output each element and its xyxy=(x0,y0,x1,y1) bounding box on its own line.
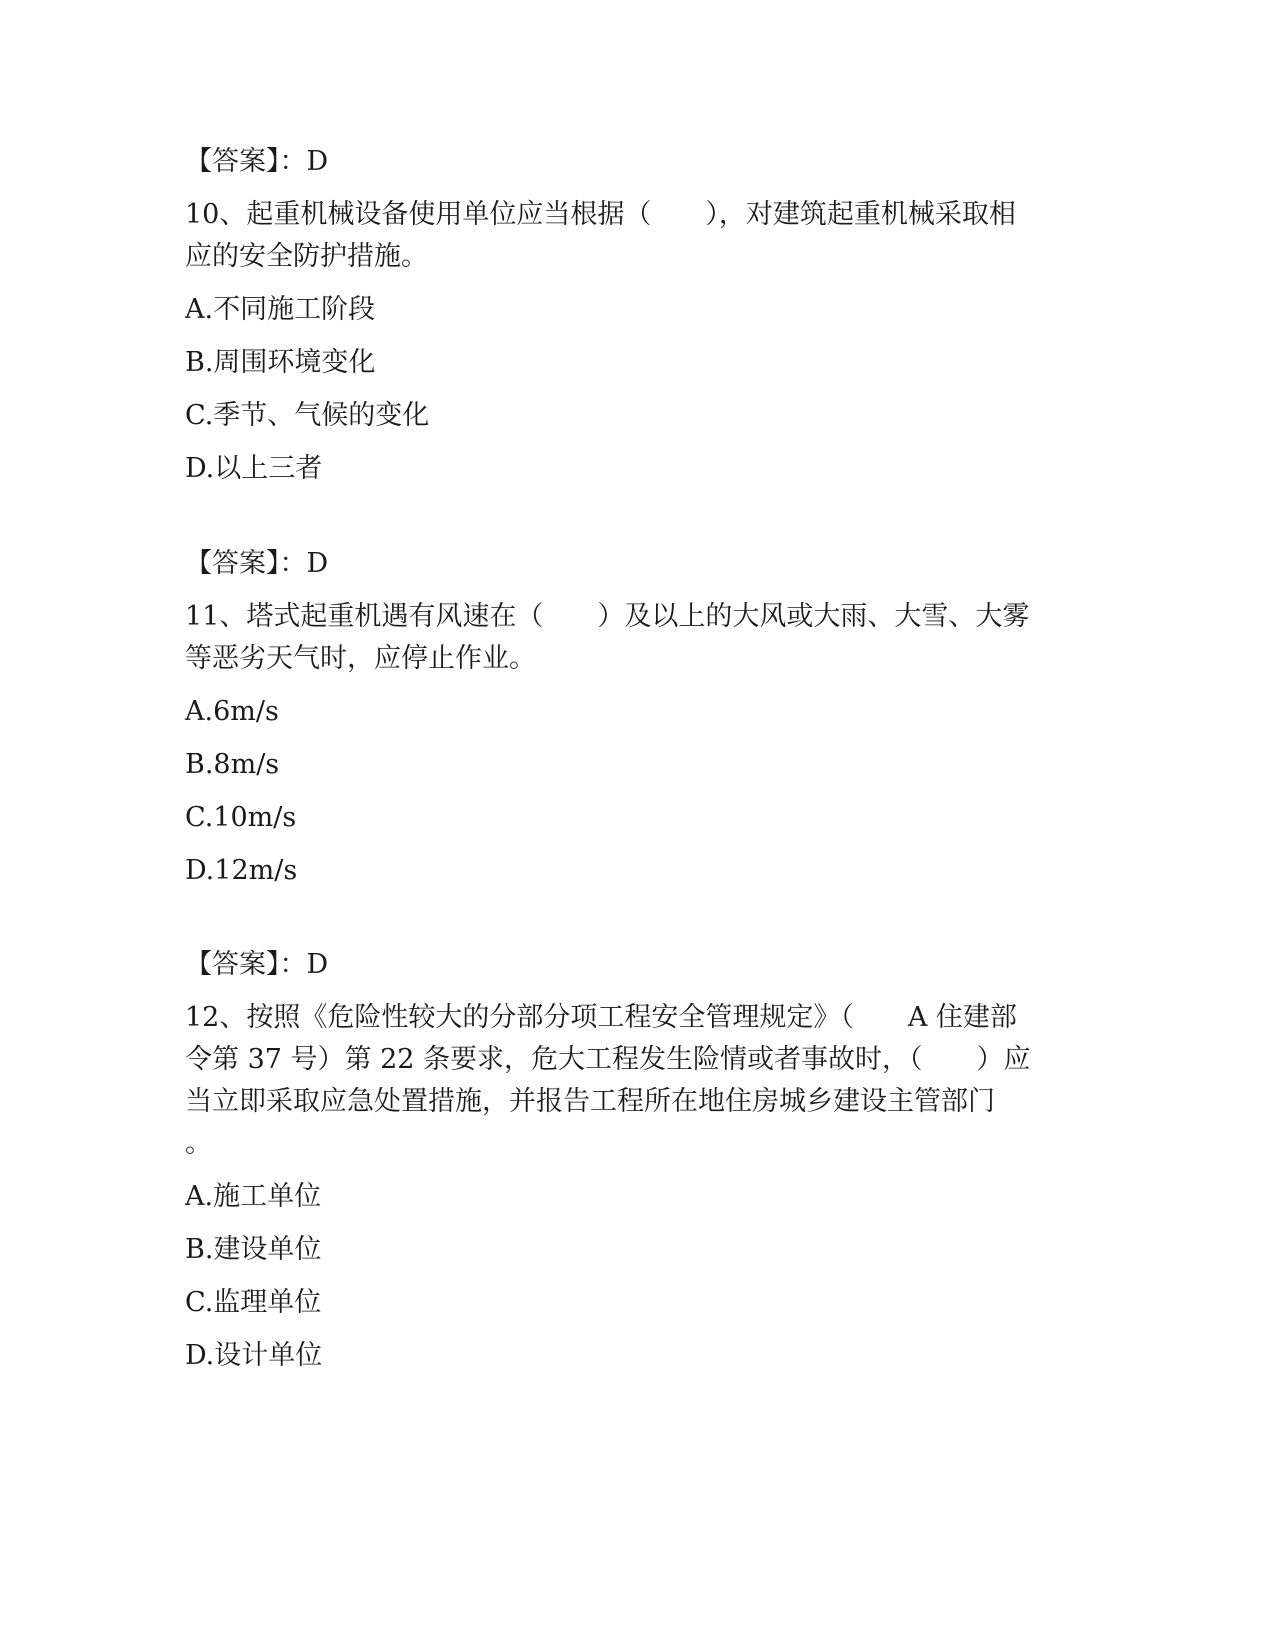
question-11-option-a: A.6m/s xyxy=(185,696,279,727)
question-11-line-2: 等恶劣天气时，应停止作业。 xyxy=(185,643,536,674)
question-10-option-c: C.季节、气候的变化 xyxy=(185,400,430,431)
question-12-line-2: 令第 37 号）第 22 条要求，危大工程发生险情或者事故时，（ ）应 xyxy=(185,1044,1031,1075)
question-10-line-1: 10、起重机械设备使用单位应当根据（ ），对建筑起重机械采取相 xyxy=(185,199,1016,230)
question-12-option-c: C.监理单位 xyxy=(185,1287,322,1318)
answer-label: 【答案】：D xyxy=(185,949,329,980)
question-10-line-2: 应的安全防护措施。 xyxy=(185,241,428,272)
question-12-option-a: A.施工单位 xyxy=(185,1181,322,1212)
question-11-option-c: C.10m/s xyxy=(185,802,297,833)
question-11-option-b: B.8m/s xyxy=(185,749,280,780)
question-11-option-d: D.12m/s xyxy=(185,855,298,886)
answer-label: 【答案】：D xyxy=(185,146,329,177)
question-12-option-b: B.建设单位 xyxy=(185,1234,322,1265)
question-11-line-1: 11、塔式起重机遇有风速在（ ）及以上的大风或大雨、大雪、大雾 xyxy=(185,601,1030,632)
question-12-line-3: 当立即采取应急处置措施，并报告工程所在地住房城乡建设主管部门 xyxy=(185,1086,995,1117)
question-12-line-1: 12、按照《危险性较大的分部分项工程安全管理规定》（ A 住建部 xyxy=(185,1002,1017,1033)
question-12-line-4: 。 xyxy=(185,1128,212,1159)
question-10-option-a: A.不同施工阶段 xyxy=(185,294,376,325)
answer-label: 【答案】：D xyxy=(185,548,329,579)
question-12-option-d: D.设计单位 xyxy=(185,1340,323,1371)
question-10-option-d: D.以上三者 xyxy=(185,453,323,484)
question-10-option-b: B.周围环境变化 xyxy=(185,347,376,378)
